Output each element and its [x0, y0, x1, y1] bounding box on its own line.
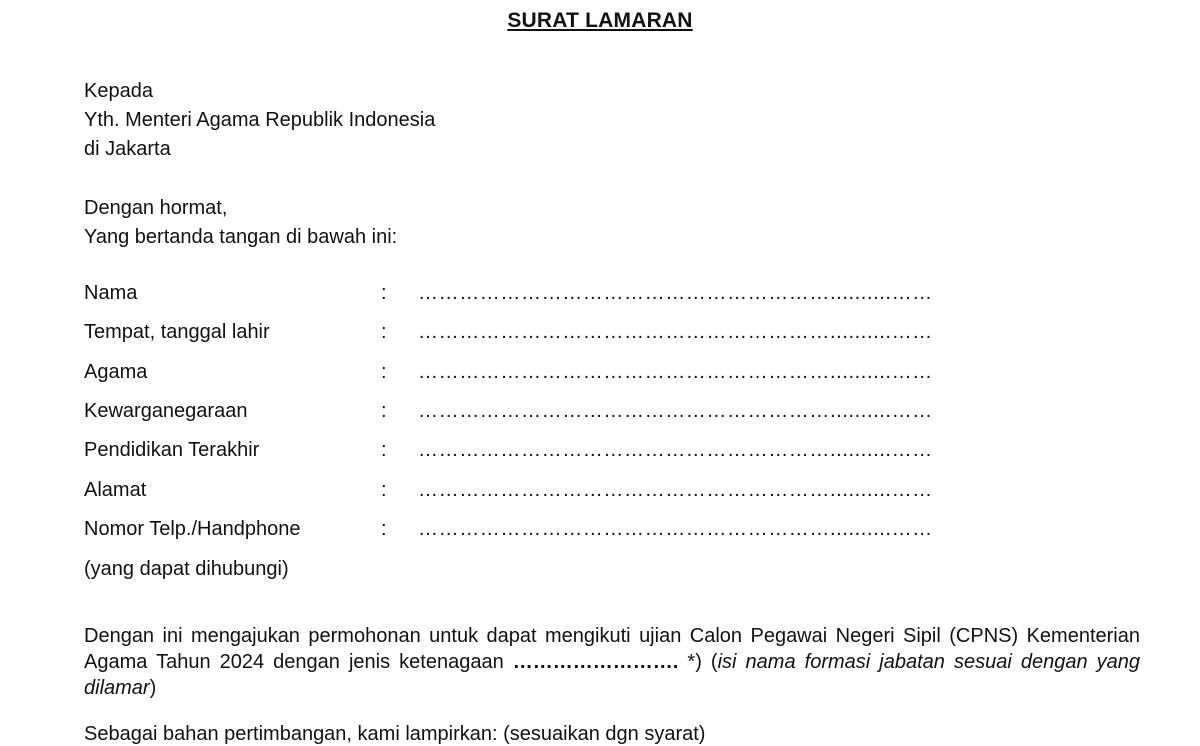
attachments-intro: Sebagai bahan pertimbangan, kami lampirkan: (sesuaikan dgn syarat) — [84, 723, 706, 745]
field-colon: : — [381, 479, 387, 501]
form-row-education — [84, 438, 984, 462]
intro-text: Yang bertanda tangan di bawah ini: — [84, 226, 398, 248]
field-label: Tempat, tanggal lahir — [84, 321, 270, 343]
field-blank: ……………………………………………………..........…… — [418, 400, 933, 422]
form-row-birth — [84, 320, 984, 344]
field-label: Agama — [84, 361, 148, 383]
position-blank: ……………………. — [512, 651, 679, 673]
greeting: Dengan hormat, — [84, 197, 228, 219]
footnote-mark: *) ( — [678, 651, 718, 673]
field-label: Nama — [84, 282, 138, 304]
field-colon: : — [381, 361, 387, 383]
field-blank: ……………………………………………………..........…… — [418, 361, 933, 383]
field-blank: ……………………………………………………..........…… — [418, 282, 933, 304]
field-colon: : — [381, 439, 387, 461]
field-blank: ……………………………………………………..........…… — [418, 439, 933, 461]
address-place: di Jakarta — [84, 138, 171, 160]
form-row-address — [84, 478, 984, 502]
field-blank: ……………………………………………………..........…… — [418, 518, 933, 540]
field-blank: ……………………………………………………..........…… — [418, 479, 933, 501]
field-label: Nomor Telp./Handphone — [84, 518, 301, 540]
form-row-phone — [84, 517, 984, 541]
position-note: isi nama formasi jabatan sesuai dengan yang dilamar — [84, 651, 1140, 699]
field-blank: ……………………………………………………..........…… — [418, 321, 933, 343]
field-colon: : — [381, 321, 387, 343]
form-row-citizenship — [84, 399, 984, 423]
application-text: Dengan ini mengajukan permohonan untuk dapat mengikuti ujian Calon Pegawai Negeri Sipil (CPNS) Kementerian Agama Tahun 2024 dengan jenis ketenagaan — [84, 625, 1140, 673]
document-title: SURAT LAMARAN — [507, 9, 693, 32]
form-row-religion — [84, 360, 984, 384]
field-colon: : — [381, 400, 387, 422]
address-recipient: Yth. Menteri Agama Republik Indonesia — [84, 109, 436, 131]
phone-note: (yang dapat dihubungi) — [84, 558, 289, 580]
address-to: Kepada — [84, 80, 153, 102]
note-close: ) — [149, 677, 157, 699]
field-colon: : — [381, 282, 387, 304]
application-paragraph — [84, 623, 1140, 701]
field-colon: : — [381, 518, 387, 540]
field-label: Alamat — [84, 479, 147, 501]
field-label: Pendidikan Terakhir — [84, 439, 260, 461]
field-label: Kewarganegaraan — [84, 400, 248, 422]
form-row-name — [84, 281, 984, 305]
